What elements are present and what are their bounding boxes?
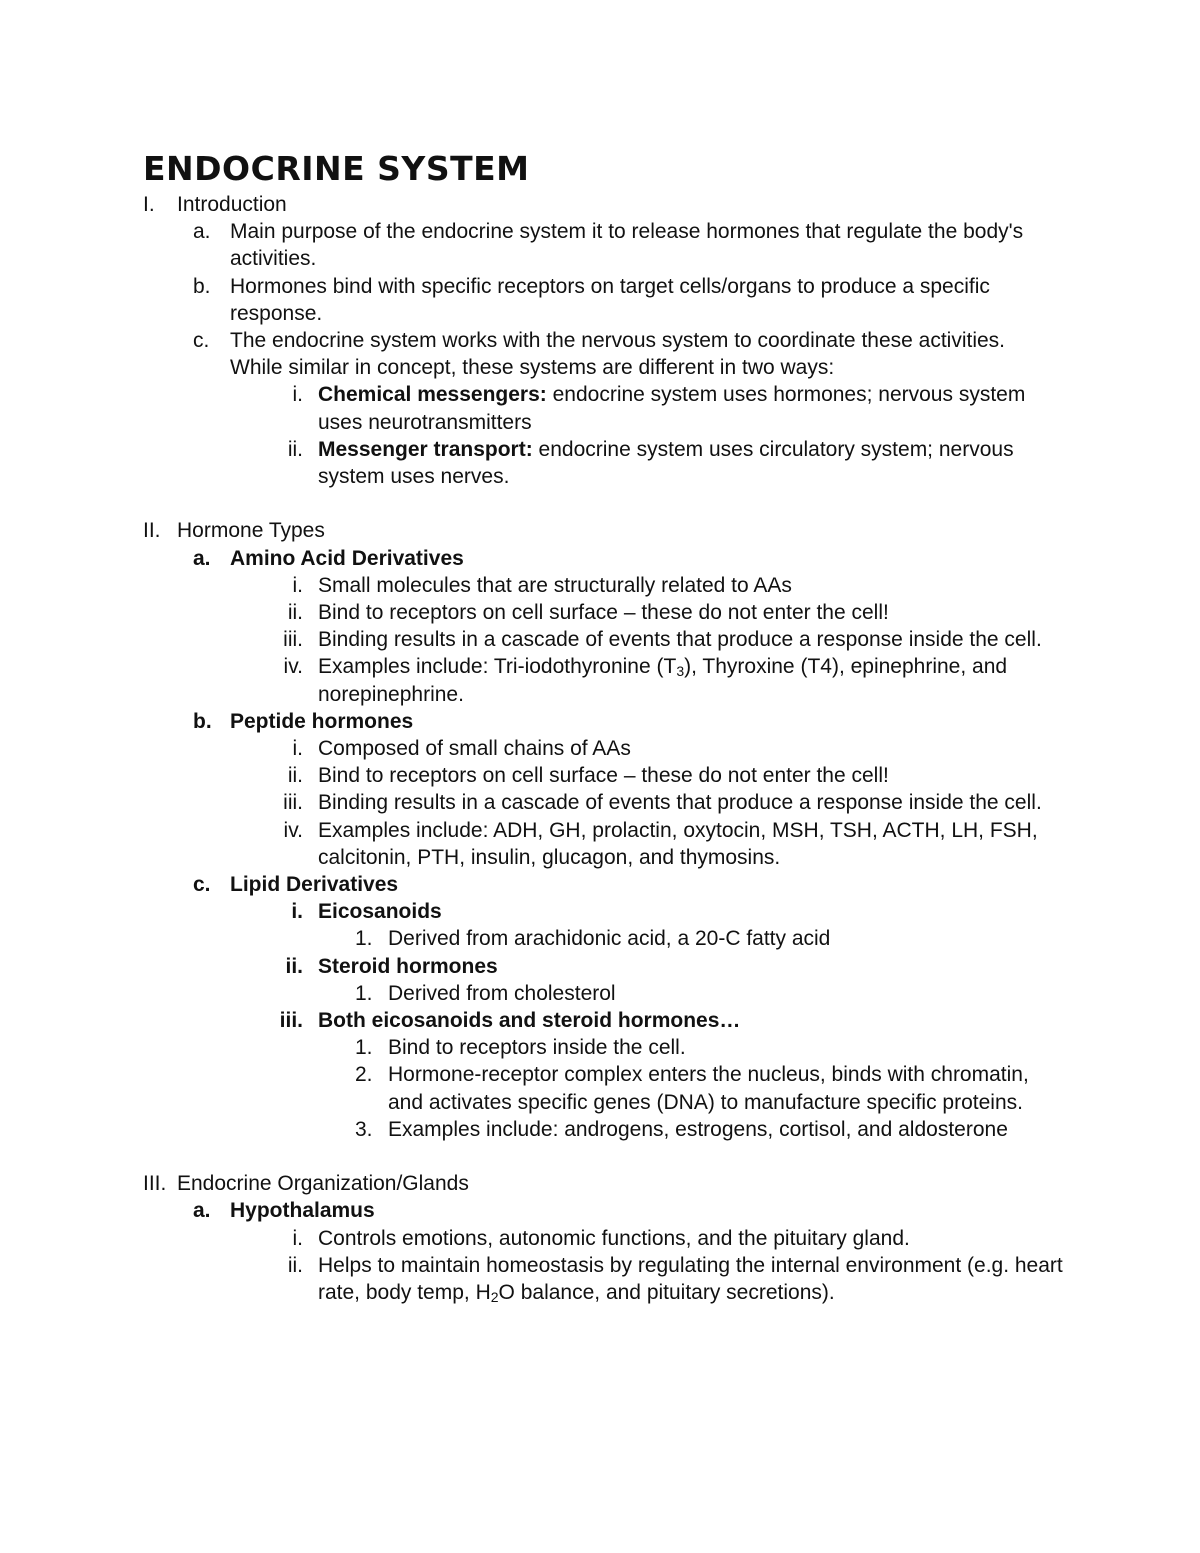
outline-roman: ii.: [287, 1253, 303, 1277]
outline-digit: 1.: [355, 927, 373, 951]
subheading-title: Both eicosanoids and steroid hormones…: [318, 1009, 741, 1033]
outline-subitem: [143, 817, 1063, 871]
subsection-heading: [143, 1197, 1063, 1224]
item-text: Main purpose of the endocrine system it to release hormones that regulate the body's activities.: [230, 220, 1024, 271]
outline-roman: i.: [291, 900, 303, 924]
text-part: O balance, and pituitary secretions).: [498, 1281, 835, 1305]
outline-digit: 1.: [355, 1036, 373, 1060]
subsection-title: Lipid Derivatives: [230, 873, 399, 897]
subscript: 3: [676, 663, 685, 680]
subheading-title: Steroid hormones: [318, 954, 498, 978]
outline-subitem: [143, 1252, 1063, 1306]
outline-subitem: [143, 653, 1063, 707]
spacer: [143, 490, 1063, 517]
outline-subitem: [143, 626, 1063, 653]
outline-digit: 3.: [355, 1117, 373, 1141]
definition: endocrine system uses circulatory system; nervous system uses nerves.: [318, 437, 1014, 489]
item-text: Small molecules that are structurally related to AAs: [318, 573, 792, 597]
outline-roman: i.: [292, 383, 303, 407]
section-heading: [143, 1170, 1063, 1197]
outline-letter: a.: [193, 1199, 211, 1223]
outline-letter: a.: [193, 546, 211, 570]
outline-roman: iii.: [279, 1009, 303, 1033]
outline-subitem: [143, 1225, 1063, 1252]
outline-subheading: [143, 1007, 1063, 1034]
subsection-title: Amino Acid Derivatives: [230, 546, 464, 570]
outline-roman: i.: [292, 1226, 303, 1250]
outline-letter: c.: [193, 329, 210, 353]
numbered-item: [143, 925, 1063, 952]
spacer: [143, 1143, 1063, 1170]
numbered-item: [143, 1116, 1063, 1143]
outline-digit: 2.: [355, 1063, 373, 1087]
subsection-heading: [143, 545, 1063, 572]
section-heading: [143, 517, 1063, 544]
item-text: Derived from cholesterol: [388, 981, 616, 1005]
item-text: Hormones bind with specific receptors on target cells/organs to produce a specific response.: [230, 274, 990, 325]
subsection-title: Hypothalamus: [230, 1199, 375, 1223]
outline-subitem: [143, 789, 1063, 816]
numbered-item: [143, 1061, 1063, 1115]
subscript: 2: [490, 1289, 499, 1306]
outline-roman: i.: [292, 737, 303, 761]
item-text: Examples include: androgens, estrogens, cortisol, and aldosterone: [388, 1117, 1008, 1141]
item-text: Composed of small chains of AAs: [318, 737, 631, 761]
outline-roman: ii.: [287, 764, 303, 788]
numbered-item: [143, 1034, 1063, 1061]
outline-roman: ii.: [287, 437, 303, 461]
outline-roman: iii.: [283, 628, 303, 652]
item-text: Bind to receptors on cell surface – these do not enter the cell!: [318, 764, 889, 788]
numbered-item: [143, 980, 1063, 1007]
outline-letter: b.: [193, 274, 211, 298]
outline-roman: ii.: [287, 601, 303, 625]
outline-letter: c.: [193, 873, 211, 897]
outline-subitem: [143, 436, 1063, 490]
subheading-title: Eicosanoids: [318, 900, 442, 924]
item-text: Bind to receptors inside the cell.: [388, 1036, 686, 1060]
outline-subitem: [143, 762, 1063, 789]
outline-item: [143, 218, 1063, 272]
item-text: The endocrine system works with the nervous system to coordinate these activities. While similar in concept, these systems are different in two ways:: [230, 329, 1006, 380]
subsection-heading: [143, 871, 1063, 898]
section-heading: [143, 191, 1063, 218]
item-text: Binding results in a cascade of events that produce a response inside the cell.: [318, 628, 1042, 652]
text-part: ), Thyroxine (T4), epinephrine, and norepinephrine.: [318, 655, 1008, 706]
outline: [143, 191, 1063, 1306]
outline-subheading: [143, 898, 1063, 925]
term: Chemical messengers:: [318, 383, 547, 407]
item-text: Hormone-receptor complex enters the nucleus, binds with chromatin, and activates specific genes (DNA) to manufacture specific proteins.: [388, 1063, 1029, 1114]
outline-letter: b.: [193, 709, 212, 733]
item-text: Derived from arachidonic acid, a 20-C fatty acid: [388, 927, 831, 951]
item-text: [318, 1252, 1063, 1306]
item-text: [318, 381, 1063, 435]
outline-number: I.: [143, 193, 155, 216]
term: Messenger transport:: [318, 437, 533, 461]
outline-number: II.: [143, 519, 161, 543]
outline-item: [143, 273, 1063, 327]
definition: endocrine system uses hormones; nervous system uses neurotransmitters: [318, 383, 1026, 434]
section-title: Introduction: [177, 193, 287, 216]
outline-roman: ii.: [285, 954, 303, 978]
item-text: [318, 436, 1063, 490]
outline-digit: 1.: [355, 981, 373, 1005]
outline-roman: iv.: [283, 655, 303, 679]
item-text: [318, 653, 1063, 707]
outline-subitem: [143, 381, 1063, 435]
outline-subitem: [143, 572, 1063, 599]
outline-roman: iv.: [283, 818, 303, 842]
outline-roman: iii.: [283, 791, 303, 815]
outline-subitem: [143, 599, 1063, 626]
outline-item: [143, 327, 1063, 381]
item-text: Examples include: ADH, GH, prolactin, oxytocin, MSH, TSH, ACTH, LH, FSH, calcitonin, PTH, insulin, glucagon, and thymosins.: [318, 818, 1038, 869]
page-title: ENDOCRINE SYSTEM: [143, 149, 530, 188]
subsection-heading: [143, 708, 1063, 735]
item-text: Bind to receptors on cell surface – these do not enter the cell!: [318, 601, 889, 625]
text-part: Examples include: Tri-iodothyronine (T: [318, 655, 677, 679]
text-part: Helps to maintain homeostasis by regulating the internal environment (e.g. heart rate, body temp, H: [318, 1253, 1063, 1305]
item-text: Controls emotions, autonomic functions, and the pituitary gland.: [318, 1226, 910, 1250]
outline-roman: i.: [292, 573, 303, 597]
subsection-title: Peptide hormones: [230, 709, 414, 733]
item-text: Binding results in a cascade of events that produce a response inside the cell.: [318, 791, 1042, 815]
outline-subheading: [143, 953, 1063, 980]
outline-number: III.: [143, 1172, 167, 1196]
section-title: Endocrine Organization/Glands: [177, 1172, 469, 1196]
outline-subitem: [143, 735, 1063, 762]
section-title: Hormone Types: [177, 519, 325, 543]
outline-letter: a.: [193, 220, 211, 244]
